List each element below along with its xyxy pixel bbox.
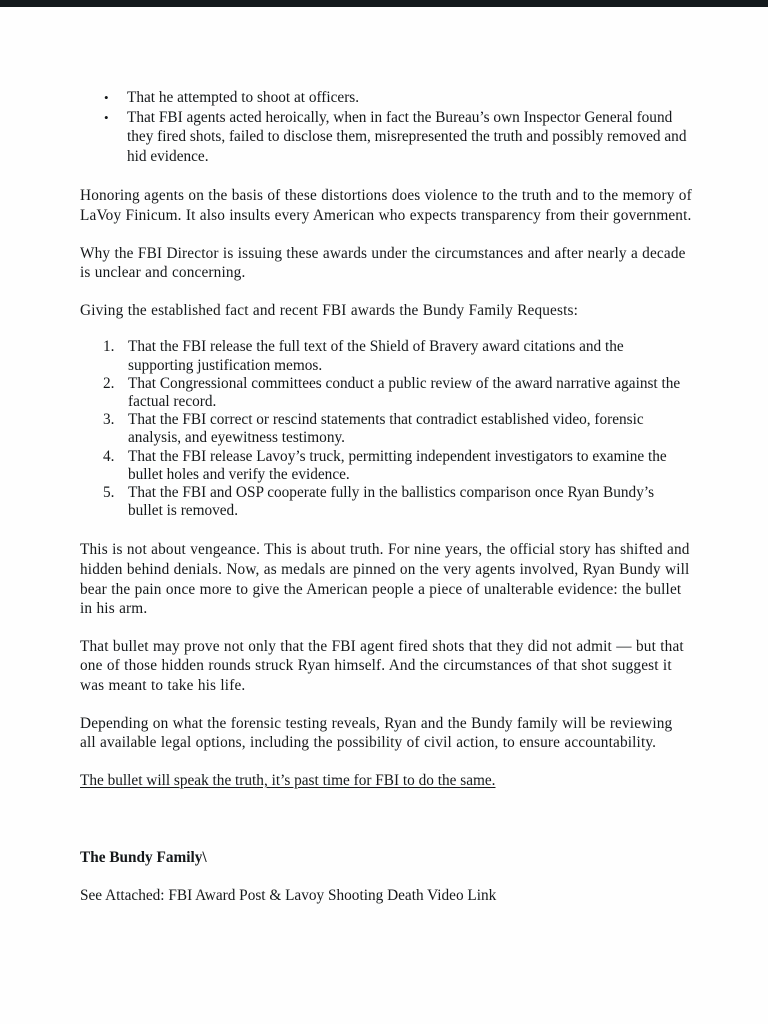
list-item-number: 3. [103,411,115,429]
bullet-item-text: That he attempted to shoot at officers. [127,89,360,106]
list-item-text: That the FBI and OSP cooperate fully in the ballistics comparison once Ryan Bundy’s bullet is removed. [128,483,655,520]
paragraph-depending-forensics: Depending on what the forensic testing reveals, Ryan and the Bundy family will be reviewing all available legal options, including the possibility of civil action, to ensure accountability. [80,714,673,752]
bullet-icon: • [104,109,109,125]
paragraph-that-bullet: That bullet may prove not only that the FBI agent fired shots that they did not admit — but that one of those hidden rounds struck Ryan himself. And the circumstances of that shot suggest it was meant to take his life. [80,637,684,694]
top-edge-bar [0,0,768,7]
closing-statement-block [80,771,692,791]
list-item [80,88,692,108]
list-item [80,375,692,411]
paragraph-requests-lead-in: Giving the established fact and recent FBI awards the Bundy Family Requests: [80,301,579,319]
paragraph-honoring-agents: Honoring agents on the basis of these distortions does violence to the truth and to the memory of LaVoy Finicum. It also insults every American who expects transparency from their government. [80,187,692,224]
list-item [80,484,692,520]
list-item-number: 1. [103,338,115,356]
signature-line: The Bundy Family\ [80,849,207,867]
document-body [80,88,692,906]
list-item-number: 2. [103,374,115,392]
scanned-page-surface [0,7,768,1024]
list-item-text: That the FBI release the full text of the Shield of Bravery award citations and the supporting justification memos. [128,338,624,374]
list-item [80,448,692,484]
list-item-text: That the FBI correct or rescind statements that contradict established video, forensic analysis, and eyewitness testimony. [128,411,644,447]
list-item [80,338,692,374]
signature-spacer [80,808,692,848]
paragraph-why-director: Why the FBI Director is issuing these awards under the circumstances and after nearly a decade is unclear and concerning. [80,244,686,282]
list-item [80,411,692,447]
list-item-text: That Congressional committees conduct a public review of the award narrative against the factual record. [128,374,681,410]
list-item-number: 4. [103,447,115,465]
bullet-icon: • [104,90,109,105]
attachment-note: See Attached: FBI Award Post & Lavoy Shooting Death Video Link [80,886,497,904]
family-requests-list [80,338,692,520]
paragraph-not-vengeance: This is not about vengeance. This is about truth. For nine years, the official story has shifted and hidden behind denials. Now, as medals are pinned on the very agents involved, Ryan Bundy will bear the pain once more to give the American people a piece of unalterable evidence: the bullet in his arm. [80,541,690,618]
claims-bullet-list [80,88,692,166]
list-item [80,108,692,167]
list-item-text: That the FBI release Lavoy’s truck, permitting independent investigators to examine the bullet holes and verify the evidence. [128,447,667,483]
list-item-number: 5. [103,483,115,501]
underlined-closing-statement: The bullet will speak the truth, it’s past time for FBI to do the same. [80,771,496,789]
bullet-item-text: That FBI agents acted heroically, when in fact the Bureau’s own Inspector General found they fired shots, failed to disclose them, misrepresented the truth and possibly removed and hid evidence. [127,108,687,165]
